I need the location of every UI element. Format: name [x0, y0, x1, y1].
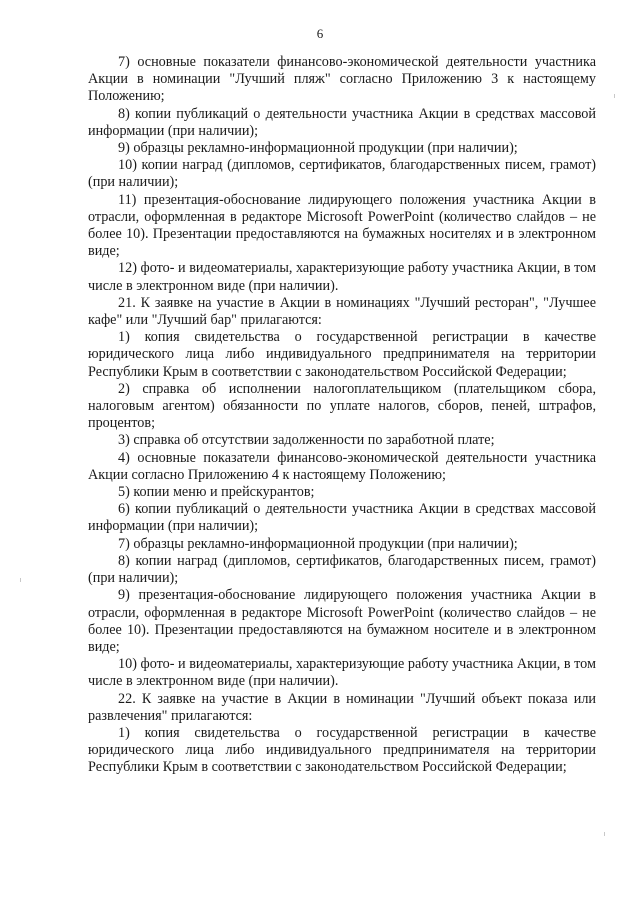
paragraph-item-12-pg: 12) фото- и видеоматериалы, характеризующие работу участника Акции, в том числе в электронном виде (при наличии). — [88, 260, 596, 294]
paragraph-item-3-s21: 3) справка об отсутствии задолженности по заработной плате; — [118, 432, 495, 449]
page-number: 6 — [316, 26, 324, 41]
paragraph-item-1-s22: 1) копия свидетельства о государственной регистрации в качестве юридического лица либо индивидуального предпринимателя на территории Республики Крым в соответствии с законодательством Российской Федерации; — [88, 724, 596, 776]
paragraph-item-5-s21: 5) копии меню и прейскурантов; — [118, 484, 315, 501]
paragraph-item-8-pg: 8) копии публикаций о деятельности участника Акции в средствах массовой информации (при наличии); — [88, 105, 596, 139]
scan-mark-right-lower — [604, 832, 605, 836]
paragraph-item-9-pg: 9) образцы рекламно-информационной продукции (при наличии); — [118, 140, 518, 157]
paragraph-item-6-s21: 6) копии публикаций о деятельности участника Акции в средствах массовой информации (при наличии); — [88, 501, 596, 535]
paragraph-item-2-s21: 2) справка об исполнении налогоплательщиком (плательщиком сбора, налоговым агентом) обязанности по уплате налогов, сборов, пеней, штрафов, процентов; — [88, 380, 596, 432]
paragraph-item-4-s21: 4) основные показатели финансово-экономической деятельности участника Акции согласно Приложению 4 к настоящему Положению; — [88, 449, 596, 483]
document-body — [88, 54, 596, 777]
scan-mark-right — [614, 94, 615, 98]
paragraph-item-9-s21: 9) презентация-обоснование лидирующего положения участника Акции в отрасли, оформленная в редакторе Microsoft PowerPoint (количество слайдов – не более 10). Презентации предоставляются на бумажном носителе и в электронном виде; — [88, 587, 596, 655]
section-22-heading: 22. К заявке на участие в Акции в номинации "Лучший объект показа или развлечения" прилагаются: — [88, 690, 596, 724]
scan-mark-left — [20, 578, 21, 582]
paragraph-item-11-pg: 11) презентация-обоснование лидирующего положения участника Акции в отрасли, оформленная в редакторе Microsoft PowerPoint (количество слайдов – не более 10). Презентации предоставляются на бумажных носителях и в электронном виде; — [88, 191, 596, 260]
paragraph-item-10-s21: 10) фото- и видеоматериалы, характеризующие работу участника Акции, в том числе в электронном виде (при наличии). — [88, 656, 596, 690]
paragraph-item-10-pg: 10) копии наград (дипломов, сертификатов, благодарственных писем, грамот) (при наличии); — [88, 157, 596, 191]
paragraph-item-8-s21: 8) копии наград (дипломов, сертификатов, благодарственных писем, грамот) (при наличии); — [88, 552, 596, 587]
paragraph-item-7-pg: 7) основные показатели финансово-экономической деятельности участника Акции в номинации "Лучший пляж" согласно Приложению 3 к настоящему Положению; — [88, 54, 596, 105]
section-21-heading: 21. К заявке на участие в Акции в номинациях "Лучший ресторан", "Лучшее кафе" или "Лучший бар" прилагаются: — [88, 294, 596, 329]
paragraph-item-7-s21: 7) образцы рекламно-информационной продукции (при наличии); — [118, 535, 518, 552]
paragraph-item-1-s21: 1) копия свидетельства о государственной регистрации в качестве юридического лица либо индивидуального предпринимателя на территории Республики Крым в соответствии с законодательством Российской Федерации; — [88, 329, 596, 380]
